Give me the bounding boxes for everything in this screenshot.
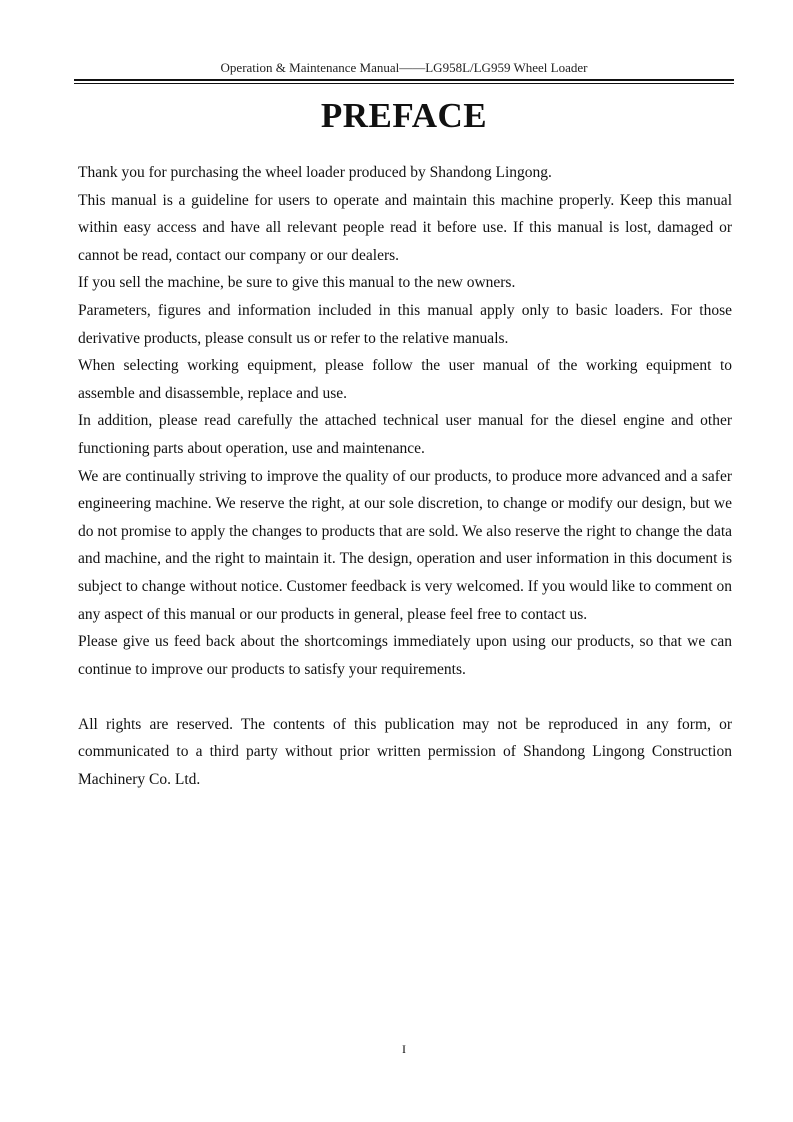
- page-title: PREFACE: [320, 96, 488, 135]
- paragraph-guideline: This manual is a guideline for users to operate and maintain this machine properly. Keep this manual within easy access and have all relevant people read it before use. If this manual is lost, damaged or cannot be read, contact our company or our dealers.: [78, 191, 732, 264]
- running-header: Operation & Maintenance Manual——LG958L/LG959 Wheel Loader: [220, 60, 588, 75]
- header-rule-thin: [74, 83, 734, 84]
- header-rule: [74, 79, 734, 81]
- paragraph-feedback: Please give us feed back about the shortcomings immediately upon using our products, so that we can continue to improve our products to satisfy your requirements.: [78, 633, 732, 678]
- paragraph-parameters: Parameters, figures and information included in this manual apply only to basic loaders. For those derivative products, please consult us or refer to the relative manuals.: [78, 301, 732, 347]
- paragraph-resale: If you sell the machine, be sure to give this manual to the new owners.: [78, 274, 516, 292]
- page-number: I: [402, 1042, 406, 1056]
- preface-body: [78, 159, 732, 794]
- paragraph-technical-manual: In addition, please read carefully the attached technical user manual for the diesel engine and other functioning parts about operation, use and maintenance.: [78, 412, 732, 457]
- paragraph-improvement: We are continually striving to improve the quality of our products, to produce more advanced and a safer engineering machine. We reserve the right, at our sole discretion, to change or modify our design, but we do not promise to apply the changes to products that are sold. We also reserve the right to change the data and machine, and the right to maintain it. The design, operation and user information in this document is subject to change without notice. Customer feedback is very welcomed. If you would like to comment on any aspect of this manual or our products in general, please feel free to contact us.: [78, 467, 733, 623]
- paragraph-working-equipment: When selecting working equipment, please follow the user manual of the working equipment to assemble and disassemble, replace and use.: [78, 357, 732, 402]
- paragraph-thanks: Thank you for purchasing the wheel loader produced by Shandong Lingong.: [78, 164, 552, 181]
- paragraph-rights: All rights are reserved. The contents of this publication may not be reproduced in any form, or communicated to a third party without prior written permission of Shandong Lingong Construction Machinery Co. Ltd.: [78, 715, 732, 789]
